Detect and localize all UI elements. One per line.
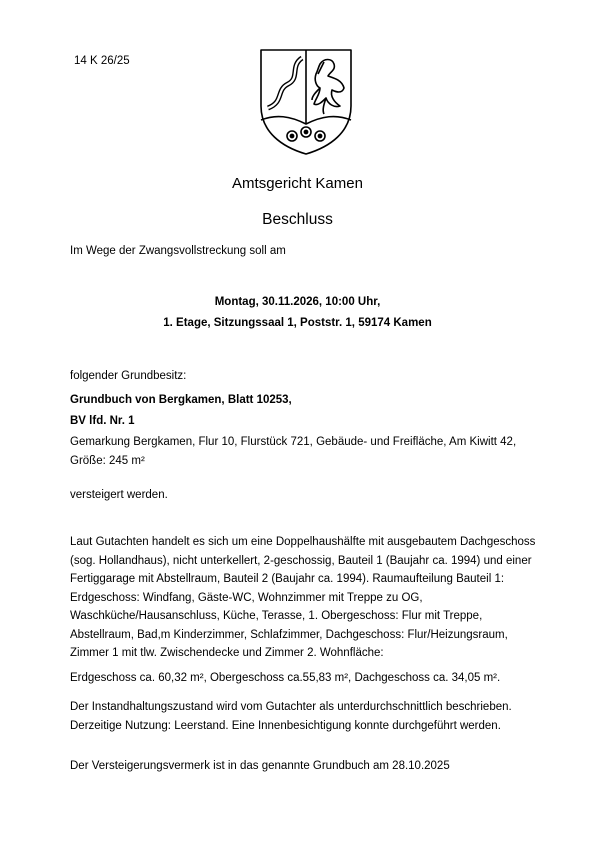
- condition-description: Der Instandhaltungszustand wird vom Gutachter als unterdurchschnittlich beschrieben. Derzeitige Nutzung: Leerstand. Eine Innenbesichtigung konnte durchgeführt werden.: [70, 701, 512, 732]
- gemarkung-description: Gemarkung Bergkamen, Flur 10, Flurstück 721, Gebäude- und Freifläche, Am Kiwitt 42, Größe: 245 m²: [70, 436, 517, 467]
- bestandsverzeichnis-number: BV lfd. Nr. 1: [70, 415, 135, 427]
- intro-text: Im Wege der Zwangsvollstreckung soll am: [70, 245, 286, 257]
- appraisal-description: Laut Gutachten handelt es sich um eine Doppelhaushälfte mit ausgebautem Dachgeschoss (sog. Hollandhaus), nicht unterkellert, 2-geschossig, Bauteil 1 (Baujahr ca. 1994) und einer Fertiggarage mit Abstellraum, Bauteil 2 (Baujahr ca. 1994). Raumaufteilung Bauteil 1: Erdgeschoss: Windfang, Gäste-WC, Wohnzimmer mit Treppe zu OG, Waschküche/Hausanschluss, Küche, Terasse, 1. Obergeschoss: Flur mit Treppe, Abstellraum, Bad,m Kinderzimmer, Schlafzimmer, Dachgeschoss: Flur/Heizungsraum, Zimmer 1 mit tlw. Zwischendecke und Zimmer 2. Wohnfläche:: [70, 536, 536, 659]
- document-title: Beschluss: [262, 211, 333, 228]
- court-name: Amtsgericht Kamen: [232, 175, 363, 192]
- appointment-date: Montag, 30.11.2026, 10:00 Uhr,: [214, 296, 381, 308]
- auction-statement: versteigert werden.: [70, 489, 168, 501]
- property-label: folgender Grundbesitz:: [70, 370, 187, 382]
- auction-notice-entry: Der Versteigerungsvermerk ist in das genannte Grundbuch am 28.10.2025: [70, 760, 450, 772]
- appointment-location: 1. Etage, Sitzungssaal 1, Poststr. 1, 59174 Kamen: [163, 317, 432, 329]
- case-number: 14 K 26/25: [74, 55, 130, 67]
- nrw-coat-of-arms-icon: [258, 44, 354, 156]
- living-area-breakdown: Erdgeschoss ca. 60,32 m², Obergeschoss ca.55,83 m², Dachgeschoss ca. 34,05 m².: [70, 672, 501, 684]
- grundbuch-reference: Grundbuch von Bergkamen, Blatt 10253,: [70, 394, 292, 406]
